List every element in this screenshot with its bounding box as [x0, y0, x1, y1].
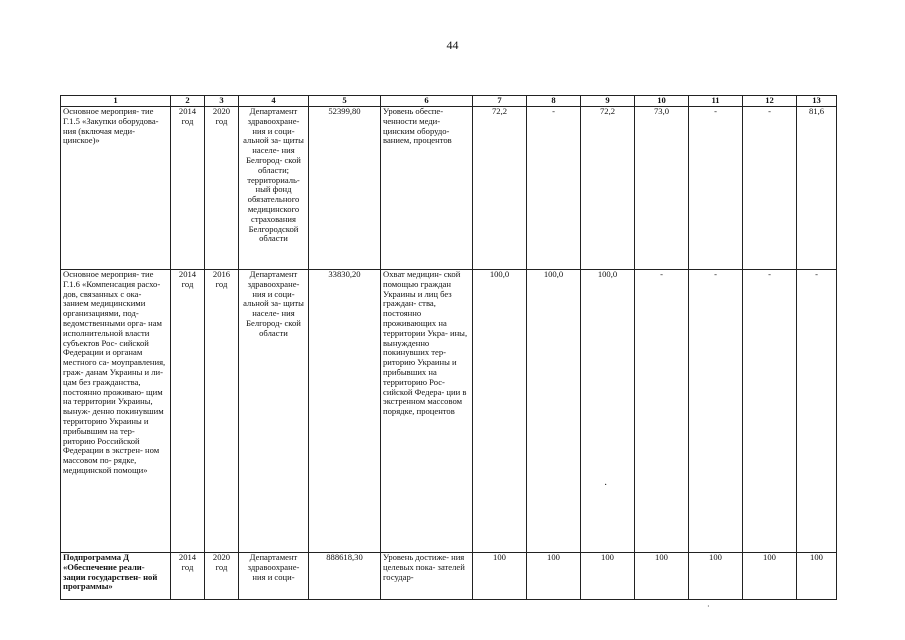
start-year-cell: 2014 год [171, 553, 205, 600]
col-header-8: 8 [527, 96, 581, 107]
value-cell-7: 72,2 [473, 107, 527, 270]
col-header-7: 7 [473, 96, 527, 107]
value-cell-12: 100 [743, 553, 797, 600]
col-header-6: 6 [381, 96, 473, 107]
value-cell-9: 72,2 [581, 107, 635, 270]
header-row [61, 96, 837, 107]
executor-cell: Департамент здравоохране- ния и соци- альной за- щиты населе- ния Белгород- ской области; территориаль- ный фонд обязательного медицинского страхования Белгородской области [239, 107, 309, 270]
activity-cell: Основное мероприя- тие Г.1.5 «Закупки оборудова- ния (включая меди- цинское)» [61, 107, 171, 270]
table-row [61, 553, 837, 600]
amount-cell: 52399,80 [309, 107, 381, 270]
value-cell-11: - [689, 270, 743, 553]
indicator-cell: Охват медицин- ской помощью граждан Украины и лиц без граждан- ства, постоянно проживающих на территории Укра- ины, вынужденно покинувших тер- риторию Украины и прибывших на территорию Рос- сийской Федера- ции в экстренном массовом порядке, процентов [381, 270, 473, 553]
value-cell-10: - [635, 270, 689, 553]
activity-cell: Подпрограмма Д «Обеспечение реали- зации государствен- ной программы» [61, 553, 171, 600]
value-cell-10: 73,0 [635, 107, 689, 270]
activity-cell: Основное мероприя- тие Г.1.6 «Компенсация расхо- дов, связанных с ока- занием медицинскими организациями, под- ведомственными орга- нам исполнительной власти субъектов Рос- сийской Федерации и органам местного са- моуправления, граж- данам Украины и ли- цам без гражданства, постоянно проживаю- щим на территории Украины, вынуж- денно покинувшим территорию Украины и прибывшим на тер- риторию Российской Федерации в экстрен- ном массовом по- рядке, медицинской помощи» [61, 270, 171, 553]
col-header-2: 2 [171, 96, 205, 107]
amount-cell: 888618,30 [309, 553, 381, 600]
start-year-cell: 2014 год [171, 270, 205, 553]
value-cell-9: 100 [581, 553, 635, 600]
value-cell-13: 100 [797, 553, 837, 600]
indicator-cell: Уровень обеспе- ченности меди- цинским оборудо- ванием, процентов [381, 107, 473, 270]
value-cell-13: 81,6 [797, 107, 837, 270]
page-number: 44 [446, 38, 459, 52]
executor-cell: Департамент здравоохране- ния и соци- альной за- щиты населе- ния Белгород- ской области [239, 270, 309, 553]
value-cell-8: 100,0 [527, 270, 581, 553]
value-cell-11: - [689, 107, 743, 270]
table-row [61, 107, 837, 270]
col-header-11: 11 [689, 96, 743, 107]
value-cell-8: 100 [527, 553, 581, 600]
col-header-1: 1 [61, 96, 171, 107]
value-cell-9: 100,0 [581, 270, 635, 553]
executor-cell: Департамент здравоохране- ния и соци- [239, 553, 309, 600]
col-header-4: 4 [239, 96, 309, 107]
program-table [60, 95, 837, 600]
table-row [61, 270, 837, 553]
value-cell-12: - [743, 107, 797, 270]
end-year-cell: 2016 год [205, 270, 239, 553]
amount-cell: 33830,20 [309, 270, 381, 553]
indicator-cell: Уровень достиже- ния целевых пока- зателей государ- [381, 553, 473, 600]
scan-dot: · [604, 480, 608, 491]
value-cell-11: 100 [689, 553, 743, 600]
end-year-cell: 2020 год [205, 107, 239, 270]
value-cell-10: 100 [635, 553, 689, 600]
end-year-cell: 2020 год [205, 553, 239, 600]
col-header-10: 10 [635, 96, 689, 107]
value-cell-13: - [797, 270, 837, 553]
col-header-3: 3 [205, 96, 239, 107]
col-header-9: 9 [581, 96, 635, 107]
value-cell-7: 100,0 [473, 270, 527, 553]
col-header-12: 12 [743, 96, 797, 107]
col-header-5: 5 [309, 96, 381, 107]
value-cell-7: 100 [473, 553, 527, 600]
value-cell-12: - [743, 270, 797, 553]
value-cell-8: - [527, 107, 581, 270]
start-year-cell: 2014 год [171, 107, 205, 270]
scan-dot: · [707, 602, 710, 611]
col-header-13: 13 [797, 96, 837, 107]
